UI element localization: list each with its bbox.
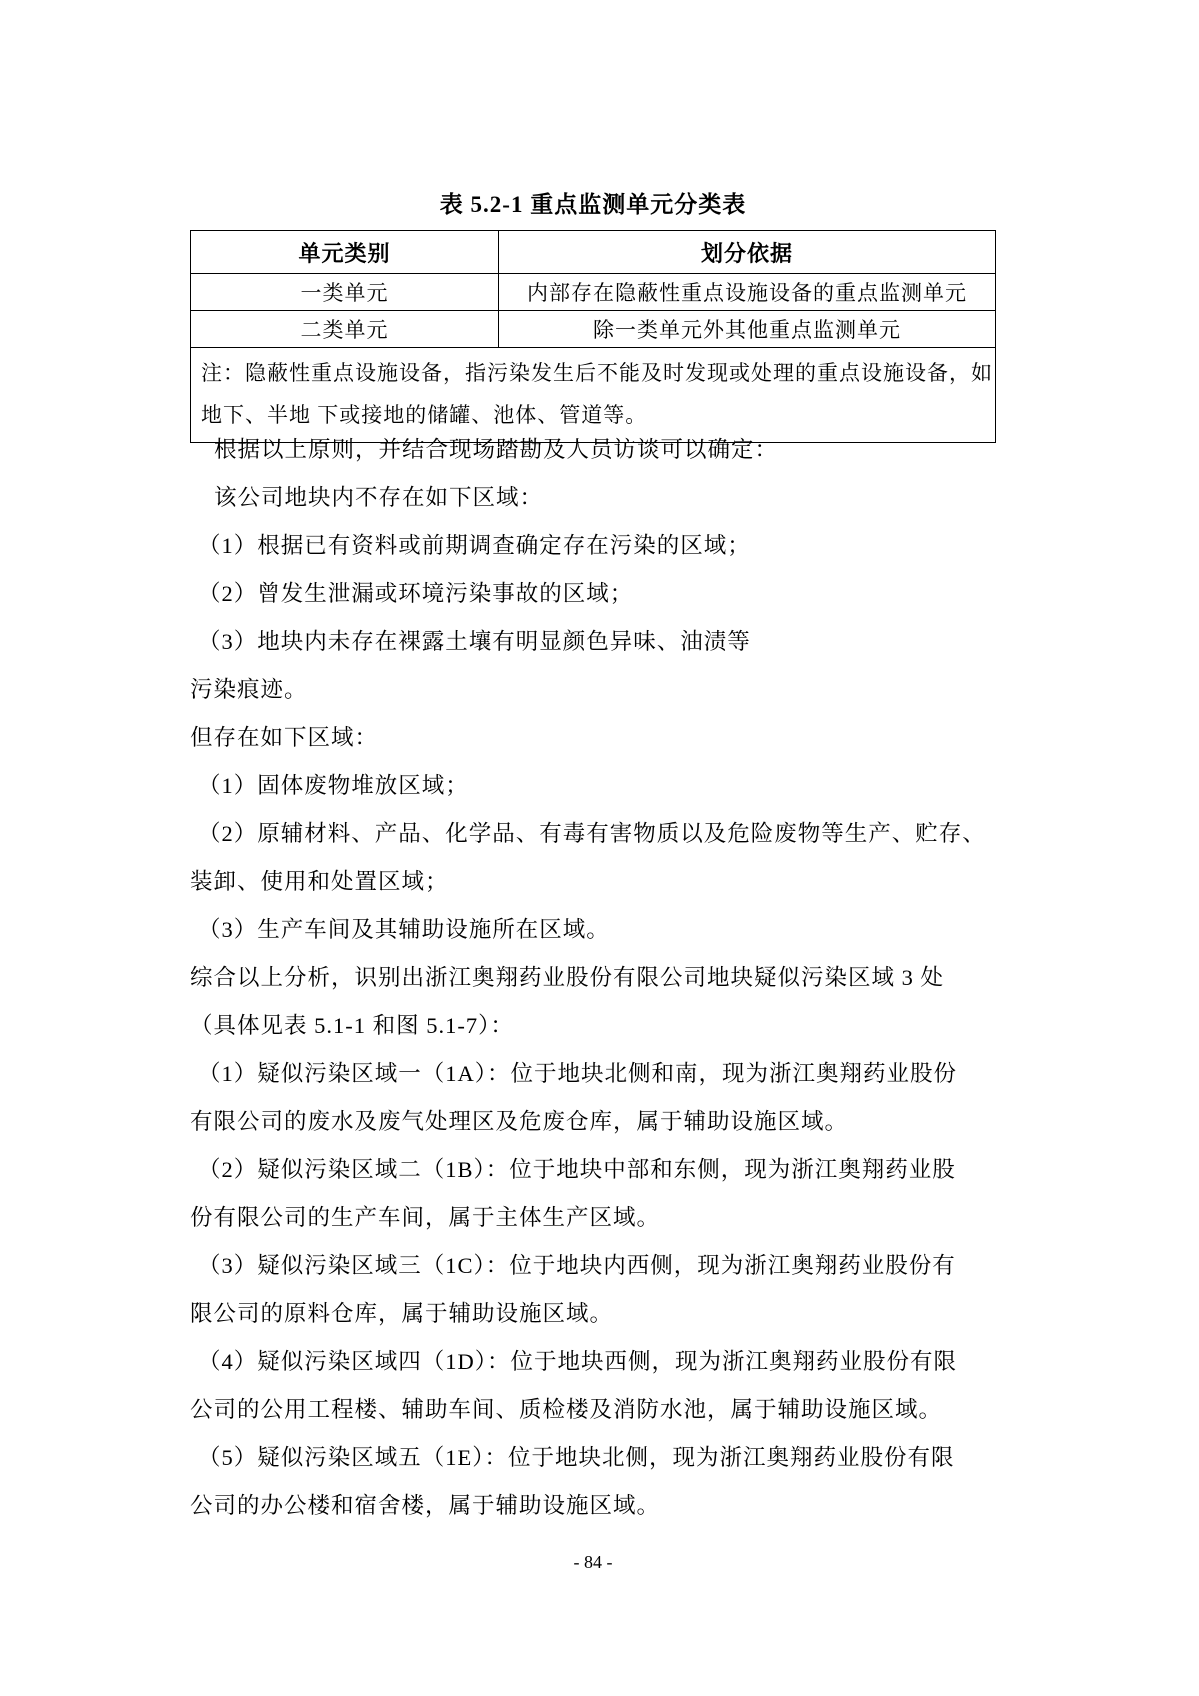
table-note-line: 注：隐蔽性重点设施设备，指污染发生后不能及时发现或处理的重点设施设备，如	[201, 361, 993, 385]
text-line: 综合以上分析，识别出浙江奥翔药业股份有限公司地块疑似污染区域 3 处	[190, 965, 945, 990]
text-line: （4）疑似污染区域四（1D）：位于地块西侧，现为浙江奥翔药业股份有限	[198, 1349, 958, 1374]
text-line: （具体见表 5.1-1 和图 5.1-7）：	[190, 1013, 514, 1038]
text-line: （3）疑似污染区域三（1C）：位于地块内西侧，现为浙江奥翔药业股份有	[198, 1253, 956, 1278]
table-cell-basis-1: 内部存在隐蔽性重点设施设备的重点监测单元	[499, 274, 996, 311]
page-number: - 84 -	[573, 1552, 613, 1572]
text-line: 份有限公司的生产车间，属于主体生产区域。	[190, 1205, 661, 1230]
text-line: （5）疑似污染区域五（1E）：位于地块北侧，现为浙江奥翔药业股份有限	[198, 1445, 955, 1470]
table-row	[191, 274, 996, 311]
table-row	[191, 311, 996, 348]
unit-classification-table	[190, 230, 996, 443]
text-line: 根据以上原则，并结合现场踏勘及人员访谈可以确定：	[214, 437, 779, 462]
text-line: 但存在如下区域：	[190, 725, 379, 750]
text-line: （3）生产车间及其辅助设施所在区域。	[198, 917, 610, 942]
table-header-row	[191, 231, 996, 274]
text-line: （2）疑似污染区域二（1B）：位于地块中部和东侧，现为浙江奥翔药业股	[198, 1157, 956, 1182]
table-cell-basis-2: 除一类单元外其他重点监测单元	[499, 311, 996, 348]
text-line: 公司的公用工程楼、辅助车间、质检楼及消防水池，属于辅助设施区域。	[190, 1397, 943, 1422]
table-cell-unit-type-2: 二类单元	[191, 311, 499, 348]
text-line: 装卸、使用和处置区域；	[190, 869, 449, 894]
text-line: （1）根据已有资料或前期调查确定存在污染的区域；	[198, 533, 751, 558]
text-line: 该公司地块内不存在如下区域：	[214, 485, 544, 510]
text-line: 公司的办公楼和宿舍楼，属于辅助设施区域。	[190, 1493, 661, 1518]
table-note-line: 地下、半地 下或接地的储罐、池体、管道等。	[201, 403, 648, 427]
text-line: 限公司的原料仓库，属于辅助设施区域。	[190, 1301, 614, 1326]
table-header-division-basis: 划分依据	[499, 231, 996, 274]
text-line: （3）地块内未存在裸露土壤有明显颜色异味、油渍等	[198, 629, 751, 654]
text-line: 有限公司的废水及废气处理区及危废仓库，属于辅助设施区域。	[190, 1109, 849, 1134]
table-caption: 表 5.2-1 重点监测单元分类表	[439, 192, 747, 217]
text-line: 污染痕迹。	[190, 677, 308, 702]
text-line: （2）曾发生泄漏或环境污染事故的区域；	[198, 581, 634, 606]
table-header-unit-category: 单元类别	[191, 231, 499, 274]
text-line: （1）固体废物堆放区域；	[198, 773, 469, 798]
table-cell-unit-type-1: 一类单元	[191, 274, 499, 311]
body-text	[190, 426, 1000, 1530]
text-line: （2）原辅材料、产品、化学品、有毒有害物质以及危险废物等生产、贮存、	[198, 821, 986, 846]
text-line: （1）疑似污染区域一（1A）：位于地块北侧和南，现为浙江奥翔药业股份	[198, 1061, 958, 1086]
